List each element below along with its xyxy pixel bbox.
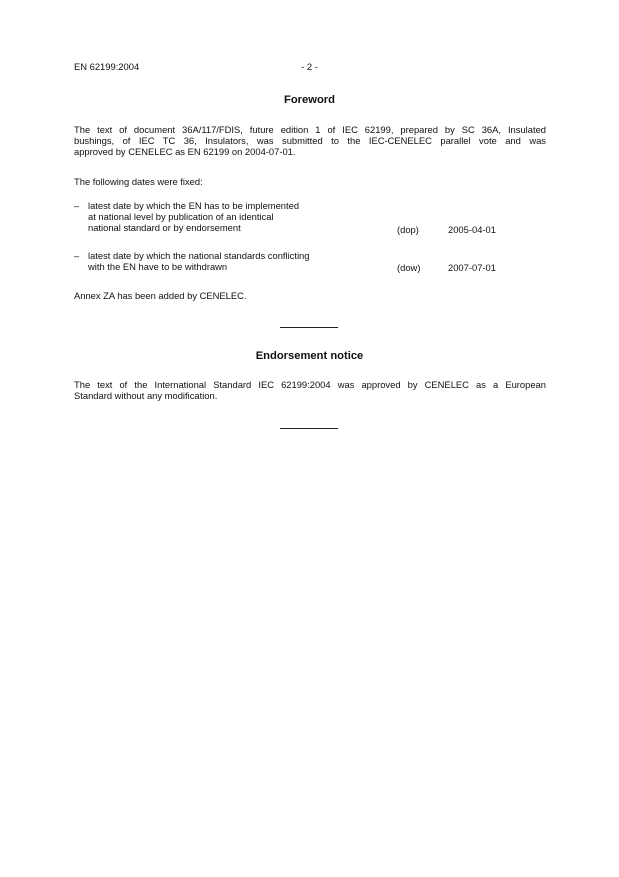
section-divider [280, 428, 338, 429]
foreword-heading: Foreword [284, 94, 335, 106]
dow-line-1: latest date by which the national standards conflicting [88, 250, 310, 261]
document-id: EN 62199:2004 [74, 61, 140, 72]
endorsement-heading: Endorsement notice [255, 350, 364, 362]
dow-code: (dow) [397, 262, 421, 273]
endorsement-line-2: Standard without any modification. [74, 390, 218, 401]
dop-line-3: national standard or by endorsement [88, 222, 241, 233]
foreword-line-3: approved by CENELEC as EN 62199 on 2004-07-01. [74, 146, 296, 157]
foreword-line-1: The text of document 36A/117/FDIS, future edition 1 of IEC 62199, prepared by SC 36A, Insulated [74, 124, 546, 135]
foreword-line-2: bushings, of IEC TC 36, Insulators, was submitted to the IEC-CENELEC parallel vote and was [74, 135, 546, 146]
dop-date: 2005-04-01 [448, 224, 496, 235]
list-dash: – [74, 200, 80, 211]
page-number: - 2 - [301, 61, 318, 72]
endorsement-paragraph [74, 379, 546, 401]
foreword-paragraph [74, 124, 546, 157]
annex-note: Annex ZA has been added by CENELEC. [74, 290, 247, 301]
dow-line-2: with the EN have to be withdrawn [88, 261, 228, 272]
dop-code: (dop) [397, 224, 419, 235]
dow-date: 2007-07-01 [448, 262, 496, 273]
dow-description [88, 250, 310, 272]
dop-line-1: latest date by which the EN has to be implemented [88, 200, 300, 211]
section-divider [280, 327, 338, 328]
endorsement-line-1: The text of the International Standard IEC 62199:2004 was approved by CENELEC as a European [74, 379, 546, 390]
dop-line-2: at national level by publication of an identical [88, 211, 274, 222]
dates-intro: The following dates were fixed: [74, 176, 203, 187]
list-dash: – [74, 250, 80, 261]
dop-description [88, 200, 299, 233]
